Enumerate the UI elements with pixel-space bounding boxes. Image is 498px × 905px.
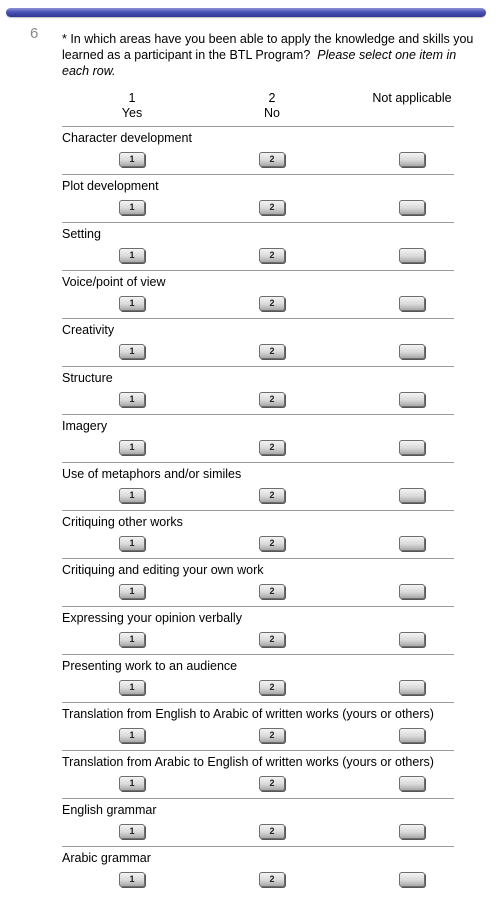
column-header-number: 2: [268, 91, 276, 105]
yes-button[interactable]: 1: [119, 680, 145, 695]
matrix-row: [0, 703, 498, 751]
yes-button[interactable]: 1: [119, 728, 145, 743]
column-header-not-applicable: [362, 91, 462, 106]
no-button[interactable]: 2: [259, 536, 285, 551]
matrix-row: [0, 511, 498, 559]
row-label: Use of metaphors and/or similes: [62, 467, 242, 481]
matrix-row: [0, 127, 498, 175]
question-text: [62, 31, 477, 79]
matrix-row: [0, 655, 498, 703]
question-prompt: * In which areas have you been able to apply the knowledge and skills you learned as a participant in the BTL Program?: [62, 32, 474, 62]
column-header-yes: [102, 91, 162, 121]
matrix-row: [0, 847, 498, 895]
yes-button[interactable]: 1: [119, 776, 145, 791]
no-button[interactable]: 2: [259, 296, 285, 311]
row-label: Voice/point of view: [62, 275, 166, 289]
no-button[interactable]: 2: [259, 200, 285, 215]
no-button[interactable]: 2: [259, 872, 285, 887]
no-button[interactable]: 2: [259, 728, 285, 743]
not-applicable-button[interactable]: [399, 344, 425, 359]
yes-button[interactable]: 1: [119, 584, 145, 599]
matrix-row: [0, 751, 498, 799]
no-button[interactable]: 2: [259, 344, 285, 359]
row-label: Creativity: [62, 323, 115, 337]
not-applicable-button[interactable]: [399, 872, 425, 887]
matrix-row: [0, 799, 498, 847]
matrix-row: [0, 271, 498, 319]
question-instruction: Please select one item in each row.: [62, 48, 457, 78]
not-applicable-button[interactable]: [399, 776, 425, 791]
column-header-label: Not applicable: [372, 91, 452, 105]
question-number: 6: [30, 25, 39, 42]
row-label: Expressing your opinion verbally: [62, 611, 242, 625]
row-label: Critiquing and editing your own work: [62, 563, 264, 577]
not-applicable-button[interactable]: [399, 152, 425, 167]
matrix-row: [0, 559, 498, 607]
matrix-row: [0, 415, 498, 463]
not-applicable-button[interactable]: [399, 392, 425, 407]
row-label: English grammar: [62, 803, 157, 817]
matrix-row: [0, 319, 498, 367]
column-header-number: 1: [128, 91, 136, 105]
matrix-row: [0, 607, 498, 655]
not-applicable-button[interactable]: [399, 584, 425, 599]
row-label: Imagery: [62, 419, 108, 433]
matrix-row: [0, 367, 498, 415]
no-button[interactable]: 2: [259, 248, 285, 263]
row-label: Structure: [62, 371, 113, 385]
section-divider-bar: [6, 8, 486, 17]
no-button[interactable]: 2: [259, 440, 285, 455]
column-header-no: [242, 91, 302, 121]
row-label: Translation from Arabic to English of written works (yours or others): [62, 755, 434, 769]
yes-button[interactable]: 1: [119, 392, 145, 407]
yes-button[interactable]: 1: [119, 488, 145, 503]
no-button[interactable]: 2: [259, 632, 285, 647]
not-applicable-button[interactable]: [399, 248, 425, 263]
yes-button[interactable]: 1: [119, 296, 145, 311]
not-applicable-button[interactable]: [399, 296, 425, 311]
matrix-row: [0, 223, 498, 271]
not-applicable-button[interactable]: [399, 728, 425, 743]
not-applicable-button[interactable]: [399, 488, 425, 503]
row-label: Arabic grammar: [62, 851, 151, 865]
row-label: Plot development: [62, 179, 159, 193]
row-label: Character development: [62, 131, 192, 145]
no-button[interactable]: 2: [259, 776, 285, 791]
row-label: Presenting work to an audience: [62, 659, 238, 673]
no-button[interactable]: 2: [259, 488, 285, 503]
not-applicable-button[interactable]: [399, 200, 425, 215]
row-label: Translation from English to Arabic of written works (yours or others): [62, 707, 434, 721]
yes-button[interactable]: 1: [119, 440, 145, 455]
yes-button[interactable]: 1: [119, 344, 145, 359]
no-button[interactable]: 2: [259, 680, 285, 695]
column-header-label: Yes: [121, 106, 143, 120]
no-button[interactable]: 2: [259, 152, 285, 167]
yes-button[interactable]: 1: [119, 248, 145, 263]
not-applicable-button[interactable]: [399, 440, 425, 455]
not-applicable-button[interactable]: [399, 824, 425, 839]
no-button[interactable]: 2: [259, 824, 285, 839]
not-applicable-button[interactable]: [399, 632, 425, 647]
column-header-label: No: [264, 106, 280, 120]
yes-button[interactable]: 1: [119, 632, 145, 647]
no-button[interactable]: 2: [259, 392, 285, 407]
row-label: Critiquing other works: [62, 515, 183, 529]
no-button[interactable]: 2: [259, 584, 285, 599]
yes-button[interactable]: 1: [119, 200, 145, 215]
matrix-row: [0, 175, 498, 223]
yes-button[interactable]: 1: [119, 152, 145, 167]
yes-button[interactable]: 1: [119, 824, 145, 839]
yes-button[interactable]: 1: [119, 536, 145, 551]
yes-button[interactable]: 1: [119, 872, 145, 887]
row-label: Setting: [62, 227, 101, 241]
not-applicable-button[interactable]: [399, 680, 425, 695]
matrix-row: [0, 463, 498, 511]
not-applicable-button[interactable]: [399, 536, 425, 551]
